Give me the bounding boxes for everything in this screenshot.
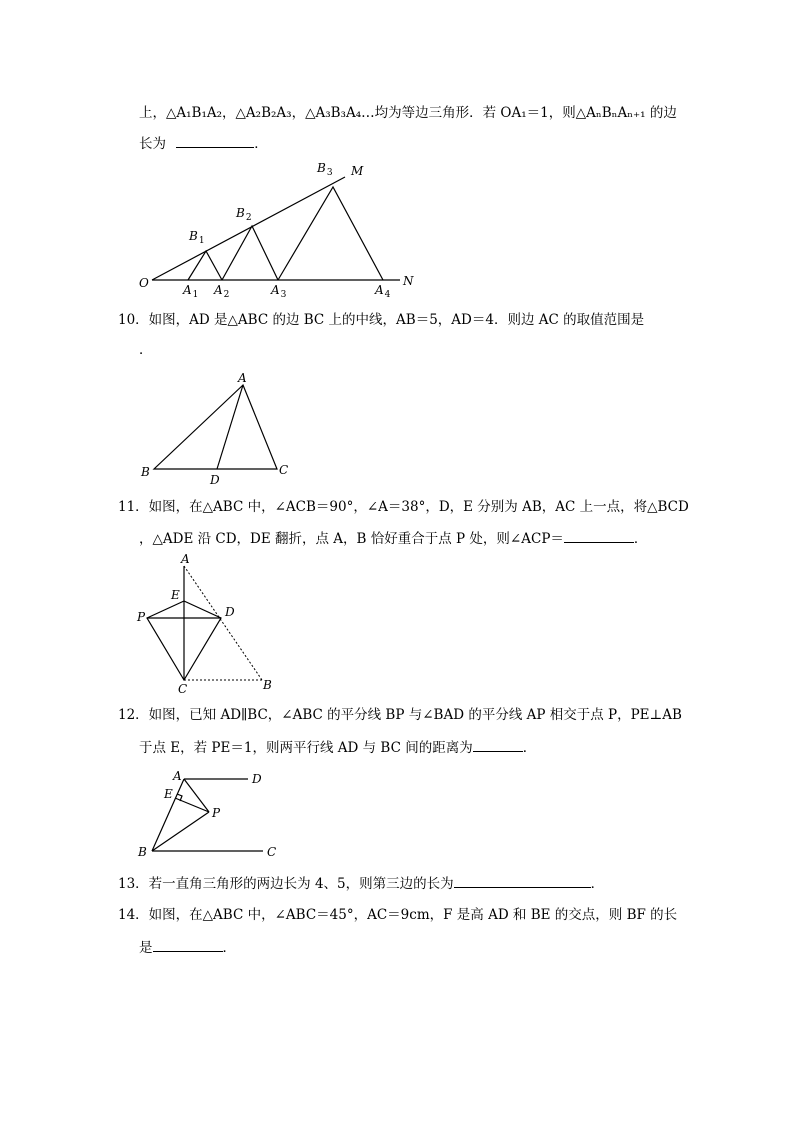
label-C: C [279, 463, 289, 477]
label-A1: $A_1$ [183, 283, 199, 300]
q14-line2-suffix: ． [222, 940, 236, 956]
label-E: E [171, 588, 180, 602]
label-B3: $B_3$ [317, 161, 333, 178]
label-B: B [141, 465, 150, 479]
q10-text-line1: 10．如图，AD 是△ABC 的边 BC 上的中线，AB＝5，AD＝4．则边 AC 的取值范围是 [118, 312, 645, 328]
label-B: B [263, 678, 272, 692]
q11-line2-suffix: ． [633, 531, 648, 547]
label-B: B [138, 845, 147, 859]
label-E: E [164, 787, 173, 801]
label-A: A [181, 552, 190, 566]
q14-text-line2 [139, 937, 236, 957]
label-A3: $A_3$ [271, 283, 287, 300]
label-D: D [252, 772, 262, 786]
label-C: C [178, 682, 188, 696]
q10-text-line2: ． [139, 342, 153, 358]
q11-line2-prefix: ，△ADE 沿 CD，DE 翻折，点 A，B 恰好重合于点 P 处，则∠ACP＝ [139, 531, 564, 547]
q9-line2-prefix: 长为 [139, 136, 166, 152]
q12-line2-suffix: ． [522, 740, 537, 756]
q14-line2-prefix: 是 [139, 940, 153, 956]
label-A: A [173, 769, 182, 783]
label-A4: $A_4$ [375, 283, 391, 300]
label-M: M [351, 164, 364, 178]
q13-answer-blank[interactable] [454, 873, 591, 888]
label-A: A [238, 371, 247, 385]
q12-text-line1: 12．如图，已知 AD∥BC，∠ABC 的平分线 BP 与∠BAD 的平分线 AP 相交于点 P，PE⊥AB [118, 707, 682, 723]
label-B1: $B_1$ [189, 229, 205, 246]
q14-answer-blank[interactable] [153, 937, 223, 952]
q9-line2-suffix: ． [254, 136, 268, 152]
q13-text-line1 [118, 873, 604, 893]
label-O: O [139, 276, 149, 290]
label-D: D [210, 473, 220, 487]
q13-line1-prefix: 13．若一直角三角形的两边长为 4、5，则第三边的长为 [118, 876, 454, 892]
label-N: N [403, 274, 414, 288]
q11-text-line1: 11．如图，在△ABC 中，∠ACB＝90°，∠A＝38°，D，E 分别为 AB，AC 上一点，将△BCD [118, 499, 689, 515]
q14-text-line1: 14．如图，在△ABC 中，∠ABC＝45°，AC＝9cm，F 是高 AD 和 BE 的交点，则 BF 的长 [118, 907, 678, 923]
q9-text-line1: 上，△A₁B₁A₂，△A₂B₂A₃，△A₃B₃A₄…均为等边三角形．若 OA₁＝1，则△AₙBₙAₙ₊₁ 的边 [139, 105, 677, 121]
q13-line1-suffix: ． [590, 876, 605, 892]
label-A2: $A_2$ [214, 283, 230, 300]
label-P: P [137, 610, 146, 624]
label-D: D [225, 605, 235, 619]
label-P: P [212, 806, 221, 820]
q12-line2-prefix: 于点 E，若 PE＝1，则两平行线 AD 与 BC 间的距离为 [139, 740, 473, 756]
label-B2: $B_2$ [236, 206, 252, 223]
label-C: C [267, 845, 277, 859]
